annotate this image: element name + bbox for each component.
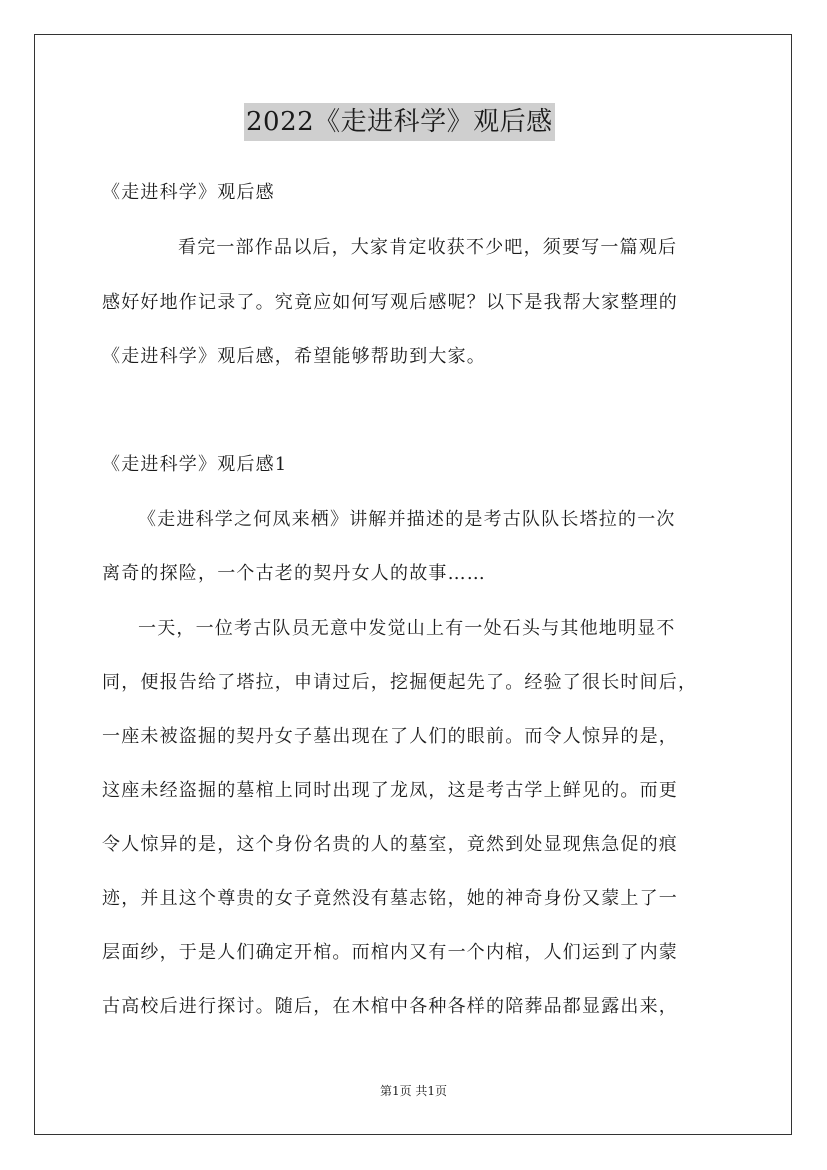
paragraph-line: 迹，并且这个尊贵的女子竟然没有墓志铭，她的神奇身份又蒙上了一 — [102, 888, 678, 909]
document-heading: 《走进科学》观后感 — [102, 182, 275, 203]
paragraph-line: 层面纱，于是人们确定开棺。而棺内又有一个内棺，人们运到了内蒙 — [102, 942, 678, 963]
paragraph-line: 这座未经盗掘的墓棺上同时出现了龙凤，这是考古学上鲜见的。而更 — [102, 780, 678, 801]
paragraph-line: 令人惊异的是，这个身份名贵的人的墓室，竟然到处显现焦急促的痕 — [102, 834, 678, 855]
intro-line: 感好好地作记录了。究竟应如何写观后感呢？以下是我帮大家整理的 — [102, 292, 678, 313]
document-title: 2022《走进科学》观后感 — [244, 103, 555, 141]
paragraph-line: 《走进科学之何凤来栖》讲解并描述的是考古队队长塔拉的一次 — [138, 509, 676, 530]
section-heading: 《走进科学》观后感1 — [102, 454, 288, 475]
paragraph-line: 同，便报告给了塔拉，申请过后，挖掘便起先了。经验了很长时间后， — [102, 672, 698, 693]
paragraph-line: 一座未被盗掘的契丹女子墓出现在了人们的眼前。而令人惊异的是， — [102, 726, 678, 747]
page-footer: 第1页 共1页 — [379, 1084, 448, 1098]
paragraph-line: 一天，一位考古队员无意中发觉山上有一处石头与其他地明显不 — [138, 618, 676, 639]
paragraph-line: 古高校后进行探讨。随后，在木棺中各种各样的陪葬品都显露出来， — [102, 996, 678, 1017]
paragraph-line: 离奇的探险，一个古老的契丹女人的故事…… — [102, 563, 486, 584]
intro-line: 《走进科学》观后感，希望能够帮助到大家。 — [102, 346, 486, 367]
intro-line: 看完一部作品以后，大家肯定收获不少吧，须要写一篇观后 — [178, 237, 678, 258]
